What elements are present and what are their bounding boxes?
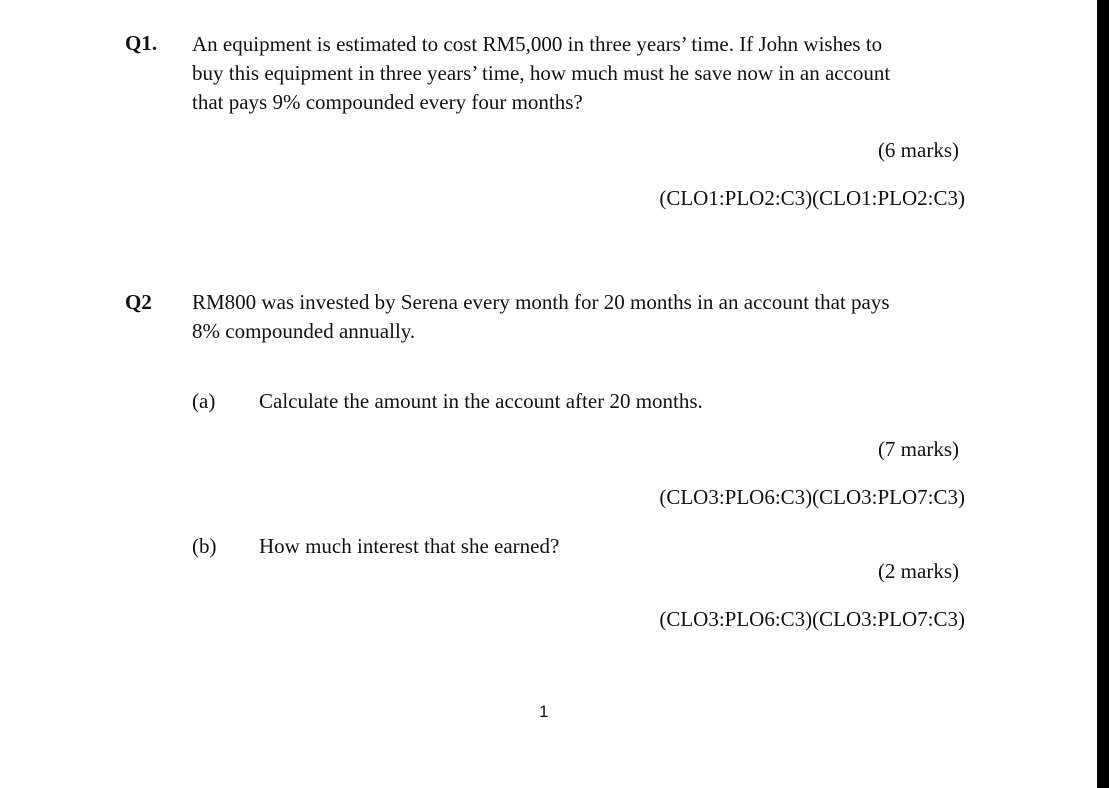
question-2-line: 8% compounded annually.	[192, 319, 416, 343]
part-b-clo: (CLO3:PLO6:C3)(CLO3:PLO7:C3)	[659, 607, 965, 631]
question-1-line: buy this equipment in three years’ time, how much must he save now in an account	[192, 61, 891, 85]
question-2-text	[192, 288, 890, 346]
question-1-clo: (CLO1:PLO2:C3)(CLO1:PLO2:C3)	[659, 186, 965, 210]
page-number: 1	[539, 702, 549, 721]
part-a-text: Calculate the amount in the account after 20 months.	[259, 389, 703, 413]
question-1-line: An equipment is estimated to cost RM5,000 in three years’ time. If John wishes to	[192, 32, 883, 56]
part-b-marks: (2 marks)	[877, 559, 959, 583]
part-a-label: (a)	[192, 389, 216, 413]
page-edge-shadow	[1097, 0, 1109, 788]
part-a-marks: (7 marks)	[877, 437, 959, 461]
part-a-clo: (CLO3:PLO6:C3)(CLO3:PLO7:C3)	[659, 485, 965, 509]
question-1-number: Q1.	[125, 31, 158, 55]
part-b-label: (b)	[192, 534, 217, 558]
part-b-text: How much interest that she earned?	[259, 534, 560, 558]
question-1-line: that pays 9% compounded every four months?	[192, 90, 583, 114]
question-2-line: RM800 was invested by Serena every month for 20 months in an account that pays	[192, 290, 890, 314]
question-2-number: Q2	[125, 290, 152, 314]
question-1-marks: (6 marks)	[877, 138, 959, 162]
question-1-text	[192, 30, 890, 117]
